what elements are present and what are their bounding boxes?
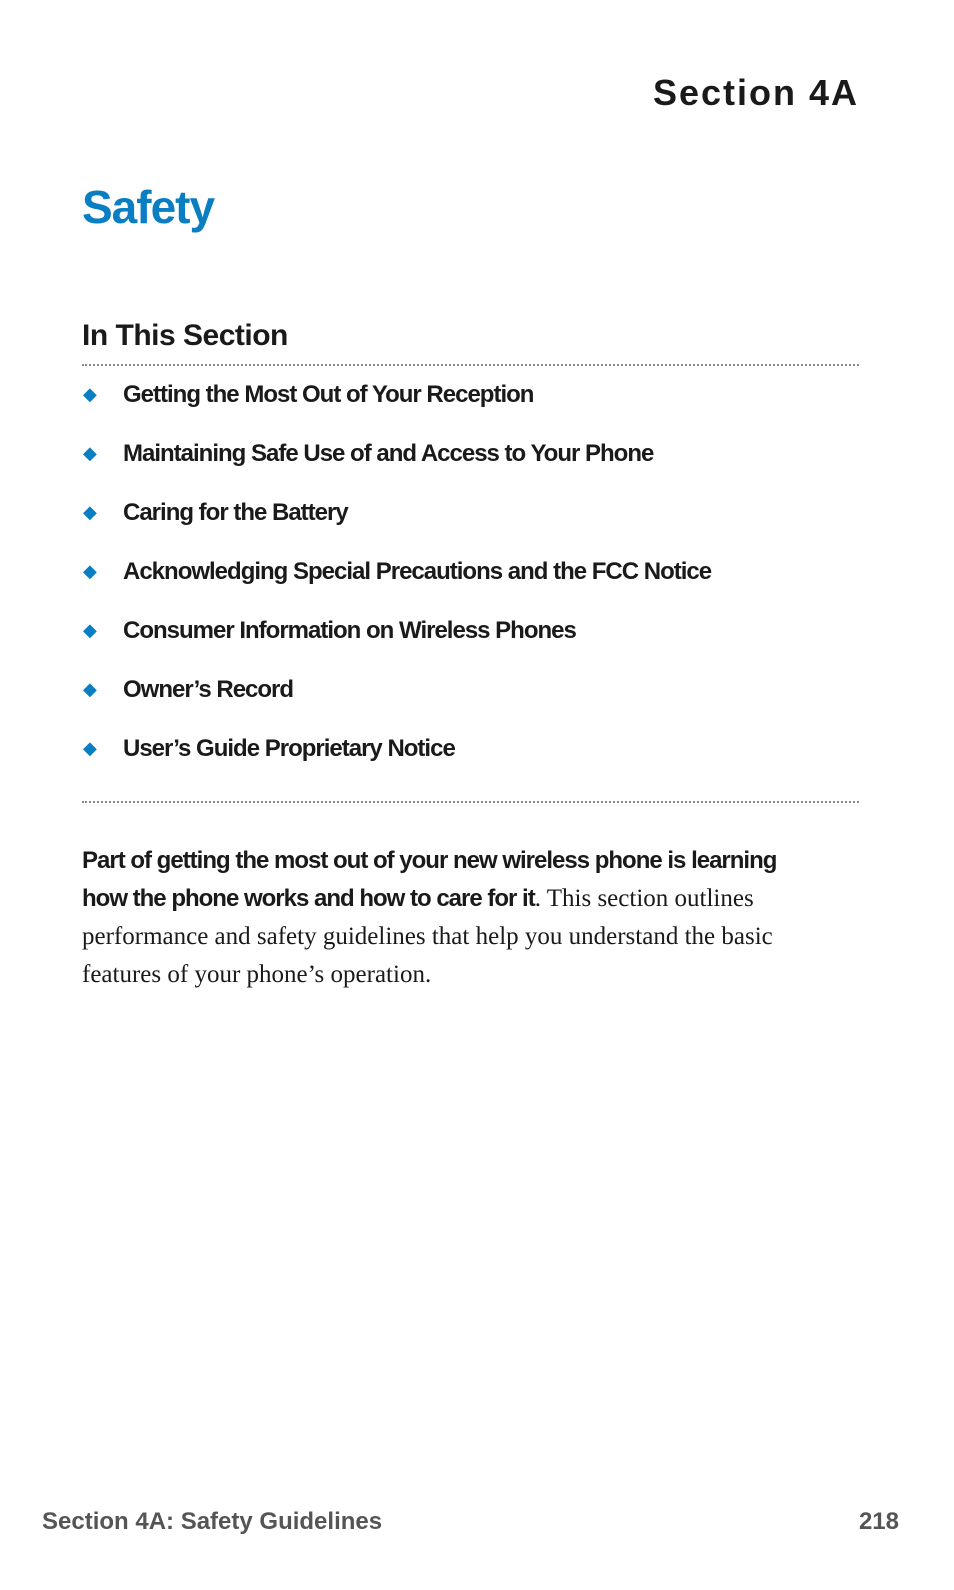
page-number: 218 (858, 1508, 899, 1535)
list-item-label: Owner’s Record (123, 676, 294, 703)
intro-lead: Part of getting the most out of your new wireless phone is learning how the phone works and how to care for it (82, 847, 777, 912)
list-item-label: Getting the Most Out of Your Reception (123, 381, 534, 408)
diamond-bullet-icon: ◆ (83, 443, 97, 464)
diamond-bullet-icon: ◆ (83, 620, 97, 641)
list-item-label: Caring for the Battery (123, 499, 348, 526)
diamond-bullet-icon: ◆ (83, 502, 97, 523)
list-item (82, 616, 859, 675)
list-item (82, 734, 859, 793)
section-label: Section 4A (652, 72, 859, 113)
list-item (82, 557, 859, 616)
footer-section-name: Section 4A: Safety Guidelines (42, 1508, 383, 1535)
intro-body: . This section outlines performance and safety guidelines that help you understand the basic features of your phone’s operation. (82, 885, 773, 988)
intro-paragraph (82, 842, 802, 994)
list-item (82, 498, 859, 557)
in-this-section (82, 318, 859, 803)
diamond-bullet-icon: ◆ (83, 738, 97, 759)
diamond-bullet-icon: ◆ (83, 561, 97, 582)
list-item-label: Acknowledging Special Precautions and the FCC Notice (123, 558, 712, 585)
diamond-bullet-icon: ◆ (83, 384, 97, 405)
diamond-bullet-icon: ◆ (83, 679, 97, 700)
list-item-label: Maintaining Safe Use of and Access to Your Phone (123, 440, 654, 467)
list-item-label: User’s Guide Proprietary Notice (123, 735, 455, 762)
list-item (82, 675, 859, 734)
section-list (82, 366, 859, 803)
list-item (82, 380, 859, 439)
page-title: Safety (82, 181, 215, 233)
list-item (82, 439, 859, 498)
list-item-label: Consumer Information on Wireless Phones (123, 617, 576, 644)
in-this-section-heading: In This Section (82, 318, 859, 366)
